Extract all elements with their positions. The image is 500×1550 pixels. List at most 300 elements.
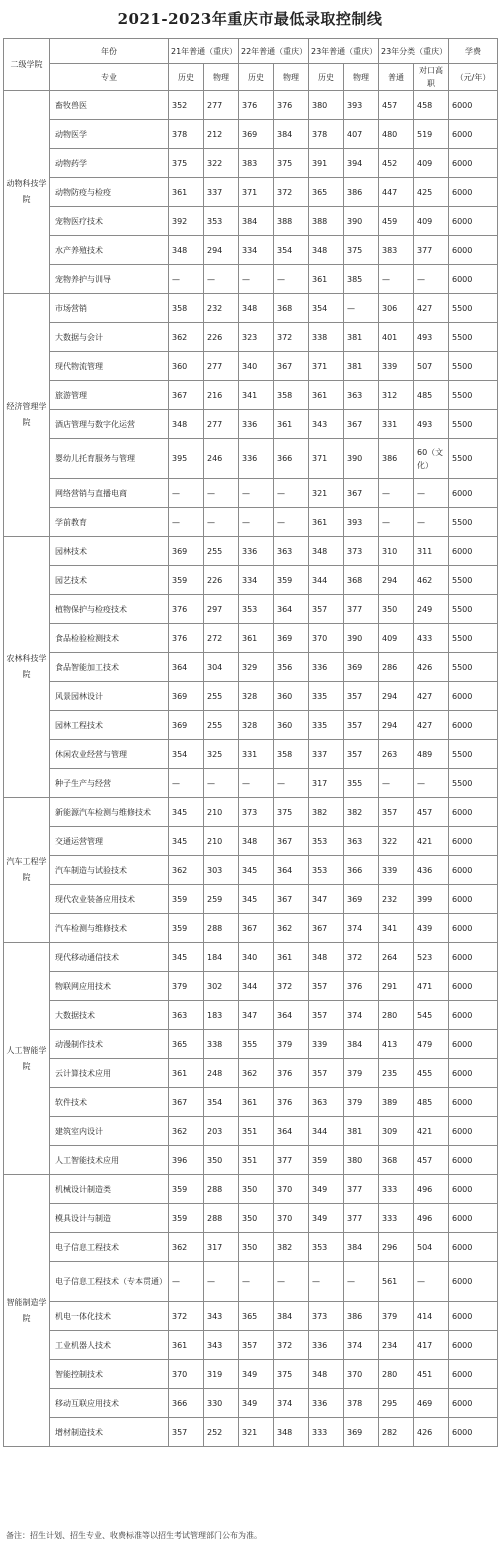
fee-cell: 6000 [449,265,498,294]
score-cell: 447 [379,178,414,207]
score-cell: 504 [414,1233,449,1262]
score-cell: 358 [274,740,309,769]
score-cell: 367 [274,827,309,856]
fee-cell: 6000 [449,1175,498,1204]
score-cell: 362 [274,914,309,943]
score-cell: 414 [414,1302,449,1331]
score-cell: 354 [274,236,309,265]
college-name: 经济管理学院 [4,294,50,537]
year-23-category-header: 23年分类（重庆） [379,39,449,64]
score-cell: 348 [274,1418,309,1447]
major-name: 汽车检测与维修技术 [50,914,169,943]
score-cell: 373 [309,1302,344,1331]
score-cell: — [344,294,379,323]
score-cell: 348 [309,537,344,566]
score-cell: 426 [414,653,449,682]
table-row [4,207,498,236]
score-cell: 249 [414,595,449,624]
score-cell: 360 [274,711,309,740]
table-row [4,885,498,914]
score-cell: 384 [344,1233,379,1262]
table-row [4,1001,498,1030]
score-cell: — [379,508,414,537]
score-cell: — [204,1262,239,1302]
fee-cell: 5500 [449,653,498,682]
score-cell: 421 [414,1117,449,1146]
table-row [4,740,498,769]
score-cell: 389 [379,1088,414,1117]
fee-cell: 6000 [449,682,498,711]
score-cell: 392 [169,207,204,236]
score-cell: 60（文化） [414,439,449,479]
score-cell: 336 [239,439,274,479]
score-cell: 226 [204,566,239,595]
score-cell: 369 [344,1418,379,1447]
major-name: 动物药学 [50,149,169,178]
score-cell: 545 [414,1001,449,1030]
college-name: 人工智能学院 [4,943,50,1175]
table-row [4,943,498,972]
score-cell: 458 [414,91,449,120]
score-cell: 493 [414,410,449,439]
physics-header: 物理 [274,64,309,91]
score-cell: 286 [379,653,414,682]
major-name: 机电一体化技术 [50,1302,169,1331]
score-cell: 350 [379,595,414,624]
score-cell: 377 [344,1204,379,1233]
score-cell: — [239,479,274,508]
fee-cell: 6000 [449,1001,498,1030]
score-cell: 417 [414,1331,449,1360]
score-cell: 294 [204,236,239,265]
year-header: 年份 [50,39,169,64]
score-cell: 369 [169,682,204,711]
table-row [4,827,498,856]
table-row [4,624,498,653]
major-name: 植物保护与检疫技术 [50,595,169,624]
score-cell: 427 [414,294,449,323]
score-cell: 395 [169,439,204,479]
score-cell: 306 [379,294,414,323]
score-cell: 371 [239,178,274,207]
score-cell: 328 [239,682,274,711]
score-cell: 433 [414,624,449,653]
score-cell: 344 [309,1117,344,1146]
fee-cell: 6000 [449,1331,498,1360]
table-row [4,1204,498,1233]
fee-cell: 6000 [449,827,498,856]
score-cell: 401 [379,323,414,352]
college-name: 农林科技学院 [4,537,50,798]
fee-cell: 6000 [449,91,498,120]
score-cell: 272 [204,624,239,653]
score-cell: 385 [344,265,379,294]
score-cell: 348 [309,943,344,972]
table-row [4,508,498,537]
score-cell: 232 [379,885,414,914]
score-cell: 353 [204,207,239,236]
score-cell: 331 [379,410,414,439]
score-cell: 376 [274,91,309,120]
score-cell: 343 [204,1302,239,1331]
score-cell: 354 [309,294,344,323]
score-cell: — [274,769,309,798]
score-cell: 359 [169,885,204,914]
score-cell: 439 [414,914,449,943]
major-name: 大数据与会计 [50,323,169,352]
score-cell: 361 [309,381,344,410]
score-cell: 471 [414,972,449,1001]
score-cell: 376 [274,1088,309,1117]
score-cell: 469 [414,1389,449,1418]
score-cell: 371 [309,352,344,381]
table-row [4,1418,498,1447]
score-cell: 323 [239,323,274,352]
fee-cell: 6000 [449,1302,498,1331]
score-cell: 348 [239,294,274,323]
score-cell: 362 [169,856,204,885]
fee-cell: 5500 [449,740,498,769]
score-cell: 338 [204,1030,239,1059]
table-row [4,1233,498,1262]
score-cell: 319 [204,1360,239,1389]
score-cell: 425 [414,178,449,207]
score-cell: 375 [274,798,309,827]
fee-cell: 6000 [449,1418,498,1447]
score-cell: 459 [379,207,414,236]
score-cell: 264 [379,943,414,972]
score-cell: 288 [204,1204,239,1233]
score-cell: 369 [169,537,204,566]
fee-cell: 6000 [449,1146,498,1175]
score-cell: 303 [204,856,239,885]
fee-cell: 6000 [449,1088,498,1117]
score-cell: 485 [414,381,449,410]
score-cell: 364 [169,653,204,682]
table-row [4,236,498,265]
score-cell: 367 [274,352,309,381]
score-cell: 344 [309,566,344,595]
score-cell: 294 [379,711,414,740]
fee-cell: 6000 [449,537,498,566]
score-cell: 382 [274,1233,309,1262]
table-row [4,1302,498,1331]
physics-header: 物理 [344,64,379,91]
score-cell: 370 [309,624,344,653]
score-cell: 359 [274,566,309,595]
score-cell: 353 [239,595,274,624]
major-name: 云计算技术应用 [50,1059,169,1088]
score-cell: 413 [379,1030,414,1059]
table-row [4,1360,498,1389]
score-cell: 331 [239,740,274,769]
score-cell: 336 [309,1331,344,1360]
score-cell: 378 [309,120,344,149]
score-cell: 184 [204,943,239,972]
table-row [4,1146,498,1175]
score-cell: 353 [309,1233,344,1262]
score-cell: 338 [309,323,344,352]
score-cell: 372 [274,323,309,352]
score-cell: 382 [309,798,344,827]
fee-cell: 6000 [449,207,498,236]
score-cell: 216 [204,381,239,410]
score-cell: 370 [344,1360,379,1389]
score-cell: 212 [204,120,239,149]
year-22-general-header: 22年普通（重庆） [239,39,309,64]
major-name: 软件技术 [50,1088,169,1117]
score-cell: 226 [204,323,239,352]
score-cell: 390 [344,624,379,653]
score-cell: 375 [274,149,309,178]
fee-header: 学费 [449,39,498,64]
score-cell: — [379,769,414,798]
major-header: 专业 [50,64,169,91]
fee-cell: 6000 [449,914,498,943]
score-cell: 337 [309,740,344,769]
score-cell: 388 [274,207,309,236]
score-cell: 349 [309,1175,344,1204]
score-cell: 353 [309,856,344,885]
score-cell: 359 [169,914,204,943]
score-cell: 380 [344,1146,379,1175]
score-cell: 359 [169,1204,204,1233]
score-cell: — [204,479,239,508]
score-cell: 355 [239,1030,274,1059]
score-cell: 203 [204,1117,239,1146]
score-cell: 561 [379,1262,414,1302]
score-cell: 350 [239,1233,274,1262]
score-cell: 357 [344,711,379,740]
score-cell: 479 [414,1030,449,1059]
score-cell: 363 [309,1088,344,1117]
score-cell: 365 [309,178,344,207]
score-cell: — [169,508,204,537]
score-cell: 372 [274,178,309,207]
score-cell: 347 [239,1001,274,1030]
score-cell: 361 [239,1088,274,1117]
score-cell: 366 [274,439,309,479]
score-cell: — [309,1262,344,1302]
fee-cell: 5500 [449,294,498,323]
score-cell: 390 [344,439,379,479]
score-cell: 379 [344,1059,379,1088]
major-name: 学前教育 [50,508,169,537]
fee-cell: 6000 [449,479,498,508]
score-cell: 294 [379,566,414,595]
fee-cell: 6000 [449,1389,498,1418]
score-cell: 336 [239,410,274,439]
fee-cell: 5500 [449,381,498,410]
score-cell: 304 [204,653,239,682]
score-cell: 348 [169,236,204,265]
footnote: 备注：招生计划、招生专业、收费标准等以招生考试管理部门公布为准。 [6,1531,262,1540]
score-cell: 379 [379,1302,414,1331]
score-cell: 379 [274,1030,309,1059]
score-cell: 333 [309,1418,344,1447]
score-cell: 210 [204,827,239,856]
score-cell: — [239,508,274,537]
score-cell: 334 [239,236,274,265]
score-cell: 523 [414,943,449,972]
score-cell: 409 [414,149,449,178]
score-cell: 317 [204,1233,239,1262]
score-cell: 310 [379,537,414,566]
score-cell: 374 [344,1331,379,1360]
score-cell: 393 [344,508,379,537]
score-cell: 343 [309,410,344,439]
score-cell: 345 [239,856,274,885]
score-cell: 295 [379,1389,414,1418]
score-cell: 372 [169,1302,204,1331]
score-cell: 379 [169,972,204,1001]
score-cell: — [169,1262,204,1302]
score-cell: 325 [204,740,239,769]
score-cell: 386 [344,1302,379,1331]
score-cell: 407 [344,120,379,149]
major-name: 现代移动通信技术 [50,943,169,972]
fee-cell: 5500 [449,624,498,653]
major-name: 建筑室内设计 [50,1117,169,1146]
score-cell: 376 [274,1059,309,1088]
score-cell: 309 [379,1117,414,1146]
fee-cell: 6000 [449,149,498,178]
score-cell: 384 [239,207,274,236]
score-cell: 457 [414,798,449,827]
score-cell: 451 [414,1360,449,1389]
score-cell: — [274,1262,309,1302]
score-cell: 386 [344,178,379,207]
score-cell: 235 [379,1059,414,1088]
score-cell: 373 [344,537,379,566]
fee-cell: 6000 [449,1233,498,1262]
score-cell: 374 [274,1389,309,1418]
page-title: 2021-2023年重庆市最低录取控制线 [117,10,383,28]
fee-cell: 6000 [449,943,498,972]
score-cell: 367 [274,885,309,914]
college-name: 动物科技学院 [4,91,50,294]
score-cell: 384 [274,120,309,149]
score-cell: 399 [414,885,449,914]
major-name: 园艺技术 [50,566,169,595]
score-cell: 368 [379,1146,414,1175]
score-cell: 496 [414,1175,449,1204]
score-cell: 373 [239,798,274,827]
major-name: 风景园林设计 [50,682,169,711]
score-cell: 248 [204,1059,239,1088]
major-name: 现代物流管理 [50,352,169,381]
score-cell: 348 [309,1360,344,1389]
table-row [4,566,498,595]
score-cell: 232 [204,294,239,323]
score-cell: 388 [309,207,344,236]
fee-cell: 5500 [449,769,498,798]
score-cell: 333 [379,1175,414,1204]
score-cell: 360 [169,352,204,381]
major-name: 动物医学 [50,120,169,149]
score-cell: 359 [169,566,204,595]
score-cell: 347 [309,885,344,914]
score-cell: 348 [169,410,204,439]
table-row [4,381,498,410]
score-cell: — [379,265,414,294]
score-cell: 357 [169,1418,204,1447]
score-cell: 485 [414,1088,449,1117]
score-cell: 357 [344,682,379,711]
score-cell: 302 [204,972,239,1001]
score-cell: 375 [169,149,204,178]
score-cell: 336 [309,1389,344,1418]
score-cell: 210 [204,798,239,827]
score-cell: 391 [309,149,344,178]
major-name: 交通运营管理 [50,827,169,856]
major-name: 畜牧兽医 [50,91,169,120]
score-cell: 333 [379,1204,414,1233]
score-cell: 436 [414,856,449,885]
score-cell: 370 [274,1175,309,1204]
score-cell: 357 [309,972,344,1001]
score-cell: — [169,479,204,508]
score-cell: 369 [239,120,274,149]
score-cell: — [414,769,449,798]
score-cell: 350 [239,1204,274,1233]
score-cell: 358 [169,294,204,323]
score-cell: 337 [204,178,239,207]
table-row [4,798,498,827]
admission-score-table [3,38,498,1447]
score-cell: — [169,769,204,798]
score-cell: 361 [169,1331,204,1360]
score-cell: 361 [274,410,309,439]
score-cell: 339 [379,352,414,381]
score-cell: — [414,265,449,294]
score-cell: 321 [239,1418,274,1447]
major-name: 休闲农业经营与管理 [50,740,169,769]
major-name: 园林技术 [50,537,169,566]
table-row [4,479,498,508]
score-cell: — [414,1262,449,1302]
score-cell: 358 [274,381,309,410]
score-cell: 351 [239,1117,274,1146]
table-row [4,439,498,479]
score-cell: 386 [379,439,414,479]
score-cell: 357 [309,1059,344,1088]
score-cell: 380 [309,91,344,120]
score-cell: 288 [204,914,239,943]
score-cell: 359 [309,1146,344,1175]
score-cell: 368 [274,294,309,323]
major-name: 移动互联应用技术 [50,1389,169,1418]
score-cell: 350 [204,1146,239,1175]
table-row [4,769,498,798]
major-name: 食品智能加工技术 [50,653,169,682]
major-name: 增材制造技术 [50,1418,169,1447]
score-cell: — [239,265,274,294]
fee-cell: 6000 [449,1204,498,1233]
major-name: 智能控制技术 [50,1360,169,1389]
score-cell: 349 [239,1360,274,1389]
table-row [4,1331,498,1360]
score-cell: 312 [379,381,414,410]
score-cell: 361 [274,943,309,972]
fee-cell: 6000 [449,798,498,827]
score-cell: 383 [379,236,414,265]
score-cell: 361 [239,624,274,653]
major-name: 电子信息工程技术（专本贯通） [50,1262,169,1302]
fee-cell: 6000 [449,178,498,207]
score-cell: 353 [309,827,344,856]
score-cell: 359 [169,1175,204,1204]
